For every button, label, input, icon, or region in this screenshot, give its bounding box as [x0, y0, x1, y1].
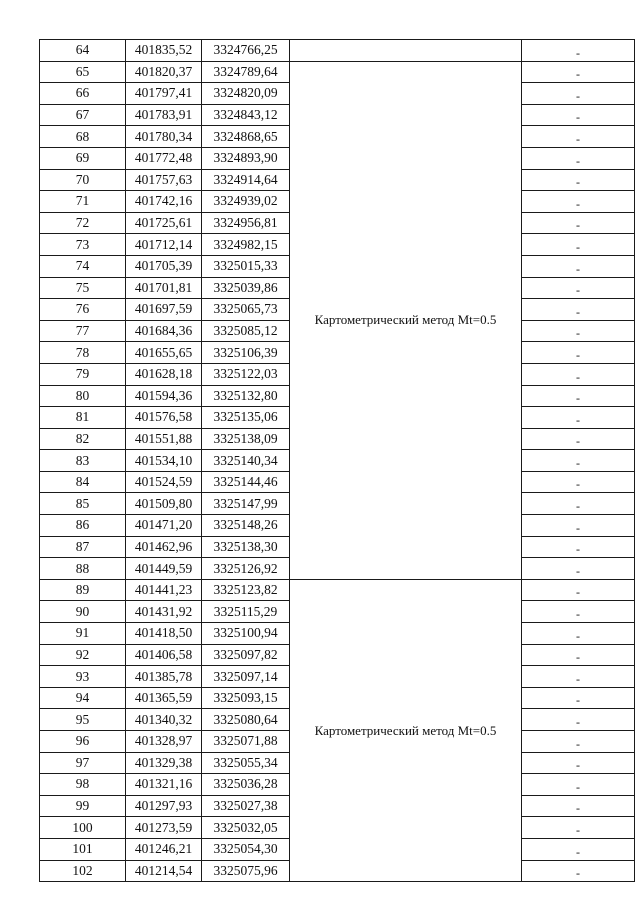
x-coordinate-cell: 401551,88 [126, 428, 202, 450]
accuracy-mark-cell: - [522, 104, 635, 126]
x-coordinate-cell: 401742,16 [126, 191, 202, 213]
x-coordinate-cell: 401576,58 [126, 407, 202, 429]
point-number-cell: 83 [40, 450, 126, 472]
accuracy-mark-cell: - [522, 731, 635, 753]
x-coordinate-cell: 401725,61 [126, 212, 202, 234]
y-coordinate-cell: 3325080,64 [202, 709, 290, 731]
x-coordinate-cell: 401835,52 [126, 40, 202, 62]
point-number-cell: 94 [40, 687, 126, 709]
point-number-cell: 91 [40, 623, 126, 645]
y-coordinate-cell: 3324766,25 [202, 40, 290, 62]
point-number-cell: 81 [40, 407, 126, 429]
x-coordinate-cell: 401701,81 [126, 277, 202, 299]
accuracy-mark-cell: - [522, 147, 635, 169]
y-coordinate-cell: 3324843,12 [202, 104, 290, 126]
y-coordinate-cell: 3325085,12 [202, 320, 290, 342]
x-coordinate-cell: 401705,39 [126, 255, 202, 277]
y-coordinate-cell: 3325106,39 [202, 342, 290, 364]
y-coordinate-cell: 3325115,29 [202, 601, 290, 623]
point-number-cell: 67 [40, 104, 126, 126]
accuracy-mark-cell: - [522, 774, 635, 796]
coordinates-table [39, 39, 635, 882]
y-coordinate-cell: 3325097,14 [202, 666, 290, 688]
y-coordinate-cell: 3324914,64 [202, 169, 290, 191]
point-number-cell: 69 [40, 147, 126, 169]
y-coordinate-cell: 3324789,64 [202, 61, 290, 83]
accuracy-mark-cell: - [522, 536, 635, 558]
accuracy-mark-cell: - [522, 838, 635, 860]
point-number-cell: 66 [40, 83, 126, 105]
method-cell-empty [290, 40, 522, 62]
x-coordinate-cell: 401385,78 [126, 666, 202, 688]
accuracy-mark-cell: - [522, 493, 635, 515]
x-coordinate-cell: 401431,92 [126, 601, 202, 623]
accuracy-mark-cell: - [522, 644, 635, 666]
y-coordinate-cell: 3325135,06 [202, 407, 290, 429]
y-coordinate-cell: 3325147,99 [202, 493, 290, 515]
accuracy-mark-cell: - [522, 255, 635, 277]
y-coordinate-cell: 3325055,34 [202, 752, 290, 774]
accuracy-mark-cell: - [522, 191, 635, 213]
table-row [40, 61, 635, 83]
x-coordinate-cell: 401594,36 [126, 385, 202, 407]
point-number-cell: 97 [40, 752, 126, 774]
point-number-cell: 68 [40, 126, 126, 148]
accuracy-mark-cell: - [522, 623, 635, 645]
accuracy-mark-cell: - [522, 299, 635, 321]
accuracy-mark-cell: - [522, 666, 635, 688]
point-number-cell: 77 [40, 320, 126, 342]
point-number-cell: 64 [40, 40, 126, 62]
accuracy-mark-cell: - [522, 601, 635, 623]
accuracy-mark-cell: - [522, 277, 635, 299]
x-coordinate-cell: 401820,37 [126, 61, 202, 83]
y-coordinate-cell: 3324939,02 [202, 191, 290, 213]
accuracy-mark-cell: - [522, 40, 635, 62]
point-number-cell: 86 [40, 515, 126, 537]
x-coordinate-cell: 401697,59 [126, 299, 202, 321]
point-number-cell: 95 [40, 709, 126, 731]
accuracy-mark-cell: - [522, 450, 635, 472]
x-coordinate-cell: 401321,16 [126, 774, 202, 796]
y-coordinate-cell: 3325100,94 [202, 623, 290, 645]
y-coordinate-cell: 3324820,09 [202, 83, 290, 105]
y-coordinate-cell: 3325039,86 [202, 277, 290, 299]
point-number-cell: 65 [40, 61, 126, 83]
x-coordinate-cell: 401471,20 [126, 515, 202, 537]
accuracy-mark-cell: - [522, 817, 635, 839]
point-number-cell: 102 [40, 860, 126, 882]
accuracy-mark-cell: - [522, 471, 635, 493]
point-number-cell: 101 [40, 838, 126, 860]
point-number-cell: 71 [40, 191, 126, 213]
accuracy-mark-cell: - [522, 234, 635, 256]
y-coordinate-cell: 3325027,38 [202, 795, 290, 817]
x-coordinate-cell: 401418,50 [126, 623, 202, 645]
y-coordinate-cell: 3325148,26 [202, 515, 290, 537]
point-number-cell: 90 [40, 601, 126, 623]
point-number-cell: 78 [40, 342, 126, 364]
accuracy-mark-cell: - [522, 126, 635, 148]
point-number-cell: 76 [40, 299, 126, 321]
point-number-cell: 100 [40, 817, 126, 839]
x-coordinate-cell: 401462,96 [126, 536, 202, 558]
point-number-cell: 80 [40, 385, 126, 407]
point-number-cell: 99 [40, 795, 126, 817]
x-coordinate-cell: 401406,58 [126, 644, 202, 666]
x-coordinate-cell: 401273,59 [126, 817, 202, 839]
accuracy-mark-cell: - [522, 558, 635, 580]
accuracy-mark-cell: - [522, 212, 635, 234]
accuracy-mark-cell: - [522, 709, 635, 731]
y-coordinate-cell: 3325065,73 [202, 299, 290, 321]
y-coordinate-cell: 3325054,30 [202, 838, 290, 860]
point-number-cell: 74 [40, 255, 126, 277]
point-number-cell: 70 [40, 169, 126, 191]
accuracy-mark-cell: - [522, 320, 635, 342]
x-coordinate-cell: 401757,63 [126, 169, 202, 191]
y-coordinate-cell: 3324893,90 [202, 147, 290, 169]
y-coordinate-cell: 3324868,65 [202, 126, 290, 148]
x-coordinate-cell: 401214,54 [126, 860, 202, 882]
x-coordinate-cell: 401297,93 [126, 795, 202, 817]
point-number-cell: 75 [40, 277, 126, 299]
point-number-cell: 79 [40, 363, 126, 385]
y-coordinate-cell: 3325126,92 [202, 558, 290, 580]
accuracy-mark-cell: - [522, 428, 635, 450]
x-coordinate-cell: 401246,21 [126, 838, 202, 860]
y-coordinate-cell: 3325138,09 [202, 428, 290, 450]
x-coordinate-cell: 401534,10 [126, 450, 202, 472]
x-coordinate-cell: 401712,14 [126, 234, 202, 256]
y-coordinate-cell: 3324956,81 [202, 212, 290, 234]
coordinates-table-body [40, 40, 635, 882]
method-cell: Картометрический метод Mt=0.5 [290, 61, 522, 579]
accuracy-mark-cell: - [522, 687, 635, 709]
x-coordinate-cell: 401509,80 [126, 493, 202, 515]
point-number-cell: 98 [40, 774, 126, 796]
x-coordinate-cell: 401328,97 [126, 731, 202, 753]
x-coordinate-cell: 401628,18 [126, 363, 202, 385]
y-coordinate-cell: 3325132,80 [202, 385, 290, 407]
x-coordinate-cell: 401524,59 [126, 471, 202, 493]
accuracy-mark-cell: - [522, 752, 635, 774]
accuracy-mark-cell: - [522, 407, 635, 429]
method-cell: Картометрический метод Mt=0.5 [290, 579, 522, 881]
x-coordinate-cell: 401655,65 [126, 342, 202, 364]
accuracy-mark-cell: - [522, 385, 635, 407]
point-number-cell: 96 [40, 731, 126, 753]
accuracy-mark-cell: - [522, 61, 635, 83]
x-coordinate-cell: 401780,34 [126, 126, 202, 148]
accuracy-mark-cell: - [522, 342, 635, 364]
point-number-cell: 87 [40, 536, 126, 558]
point-number-cell: 85 [40, 493, 126, 515]
accuracy-mark-cell: - [522, 515, 635, 537]
point-number-cell: 92 [40, 644, 126, 666]
point-number-cell: 88 [40, 558, 126, 580]
y-coordinate-cell: 3325093,15 [202, 687, 290, 709]
point-number-cell: 89 [40, 579, 126, 601]
x-coordinate-cell: 401365,59 [126, 687, 202, 709]
table-row [40, 579, 635, 601]
x-coordinate-cell: 401340,32 [126, 709, 202, 731]
accuracy-mark-cell: - [522, 363, 635, 385]
x-coordinate-cell: 401772,48 [126, 147, 202, 169]
y-coordinate-cell: 3325138,30 [202, 536, 290, 558]
point-number-cell: 93 [40, 666, 126, 688]
x-coordinate-cell: 401797,41 [126, 83, 202, 105]
x-coordinate-cell: 401329,38 [126, 752, 202, 774]
accuracy-mark-cell: - [522, 83, 635, 105]
table-row [40, 40, 635, 62]
x-coordinate-cell: 401441,23 [126, 579, 202, 601]
y-coordinate-cell: 3325144,46 [202, 471, 290, 493]
y-coordinate-cell: 3325140,34 [202, 450, 290, 472]
y-coordinate-cell: 3325122,03 [202, 363, 290, 385]
y-coordinate-cell: 3325032,05 [202, 817, 290, 839]
y-coordinate-cell: 3325015,33 [202, 255, 290, 277]
point-number-cell: 84 [40, 471, 126, 493]
x-coordinate-cell: 401684,36 [126, 320, 202, 342]
y-coordinate-cell: 3325071,88 [202, 731, 290, 753]
y-coordinate-cell: 3325097,82 [202, 644, 290, 666]
x-coordinate-cell: 401449,59 [126, 558, 202, 580]
y-coordinate-cell: 3324982,15 [202, 234, 290, 256]
accuracy-mark-cell: - [522, 579, 635, 601]
accuracy-mark-cell: - [522, 795, 635, 817]
y-coordinate-cell: 3325075,96 [202, 860, 290, 882]
point-number-cell: 73 [40, 234, 126, 256]
y-coordinate-cell: 3325036,28 [202, 774, 290, 796]
point-number-cell: 82 [40, 428, 126, 450]
point-number-cell: 72 [40, 212, 126, 234]
accuracy-mark-cell: - [522, 169, 635, 191]
accuracy-mark-cell: - [522, 860, 635, 882]
y-coordinate-cell: 3325123,82 [202, 579, 290, 601]
x-coordinate-cell: 401783,91 [126, 104, 202, 126]
